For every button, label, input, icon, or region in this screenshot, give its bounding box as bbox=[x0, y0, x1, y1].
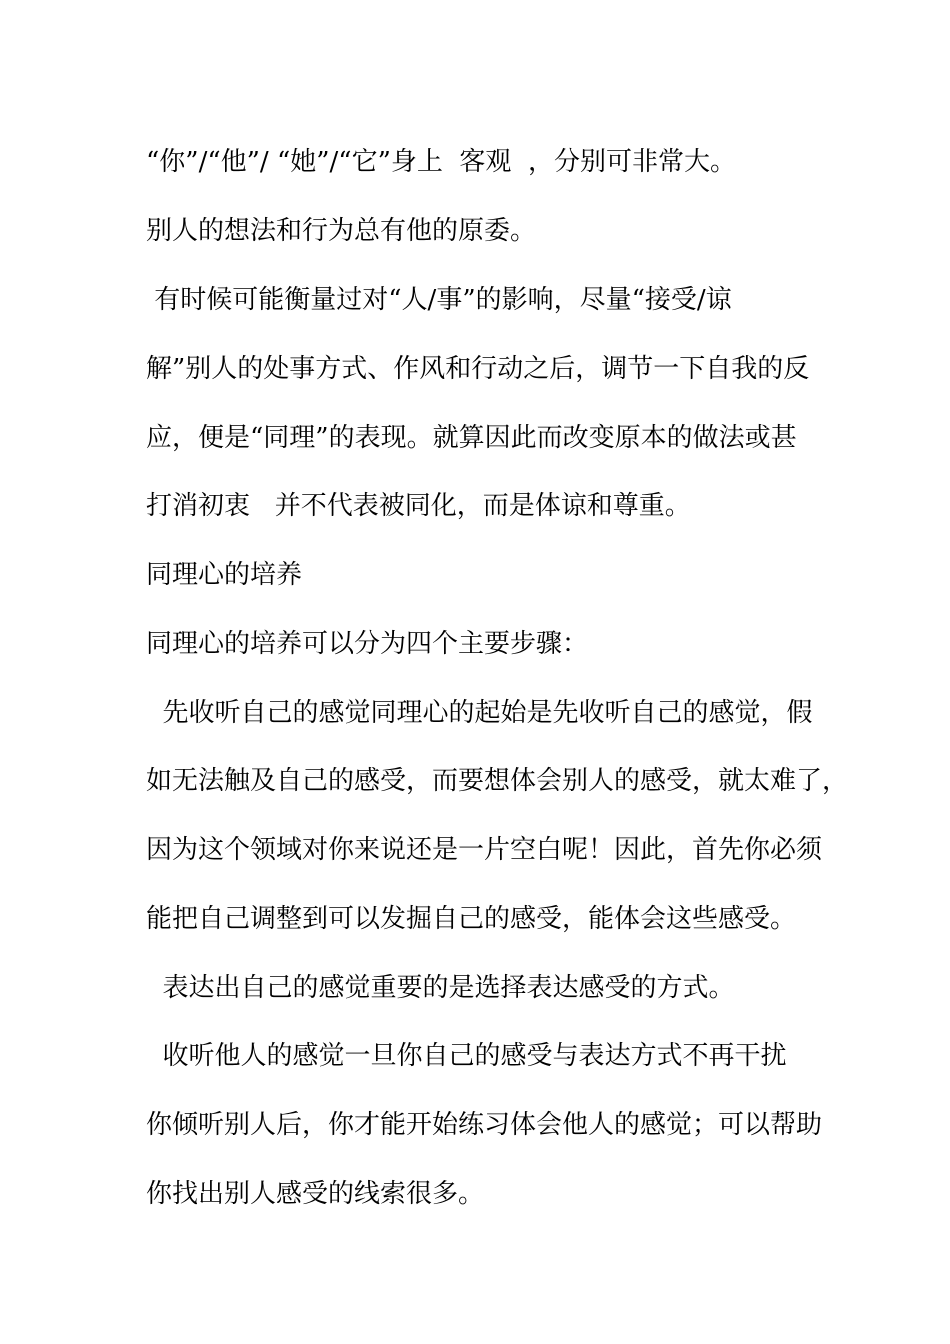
text-line: 别人的想法和行为总有他的原委。 bbox=[146, 216, 537, 246]
text-line: 同理心的培养可以分为四个主要步骤： bbox=[146, 629, 589, 659]
text-line: 能把自己调整到可以发掘自己的感受，能体会这些感受。 bbox=[146, 904, 797, 934]
text-line: 因为这个领域对你来说还是一片空白呢！因此，首先你必须 bbox=[146, 835, 823, 865]
text-line: 你倾听别人后，你才能开始练习体会他人的感觉；可以帮助 bbox=[146, 1110, 823, 1140]
text-line: 先收听自己的感觉同理心的起始是先收听自己的感觉，假 bbox=[146, 698, 813, 728]
text-line: 打消初衷 并不代表被同化，而是体谅和尊重。 bbox=[146, 491, 691, 521]
text-line: 应，便是“同理”的表现。就算因此而改变原本的做法或甚 bbox=[146, 423, 797, 453]
text-line: 你找出别人感受的线索很多。 bbox=[146, 1179, 485, 1209]
text-line: 如无法触及自己的感受，而要想体会别人的感受，就太难了， bbox=[146, 766, 849, 796]
text-line: “你”/“他”/ “她”/“它”身上 客观 ，分别可非常大。 bbox=[146, 147, 736, 177]
text-line: 表达出自己的感觉重要的是选择表达感受的方式。 bbox=[146, 973, 735, 1003]
section-heading: 同理心的培养 bbox=[146, 560, 303, 590]
text-line: 收听他人的感觉一旦你自己的感受与表达方式不再干扰 bbox=[146, 1041, 787, 1071]
text-line: 有时候可能衡量过对“人/事”的影响，尽量“接受/谅 bbox=[146, 285, 732, 315]
text-line: 解”别人的处事方式、作风和行动之后，调节一下自我的反 bbox=[146, 354, 810, 384]
